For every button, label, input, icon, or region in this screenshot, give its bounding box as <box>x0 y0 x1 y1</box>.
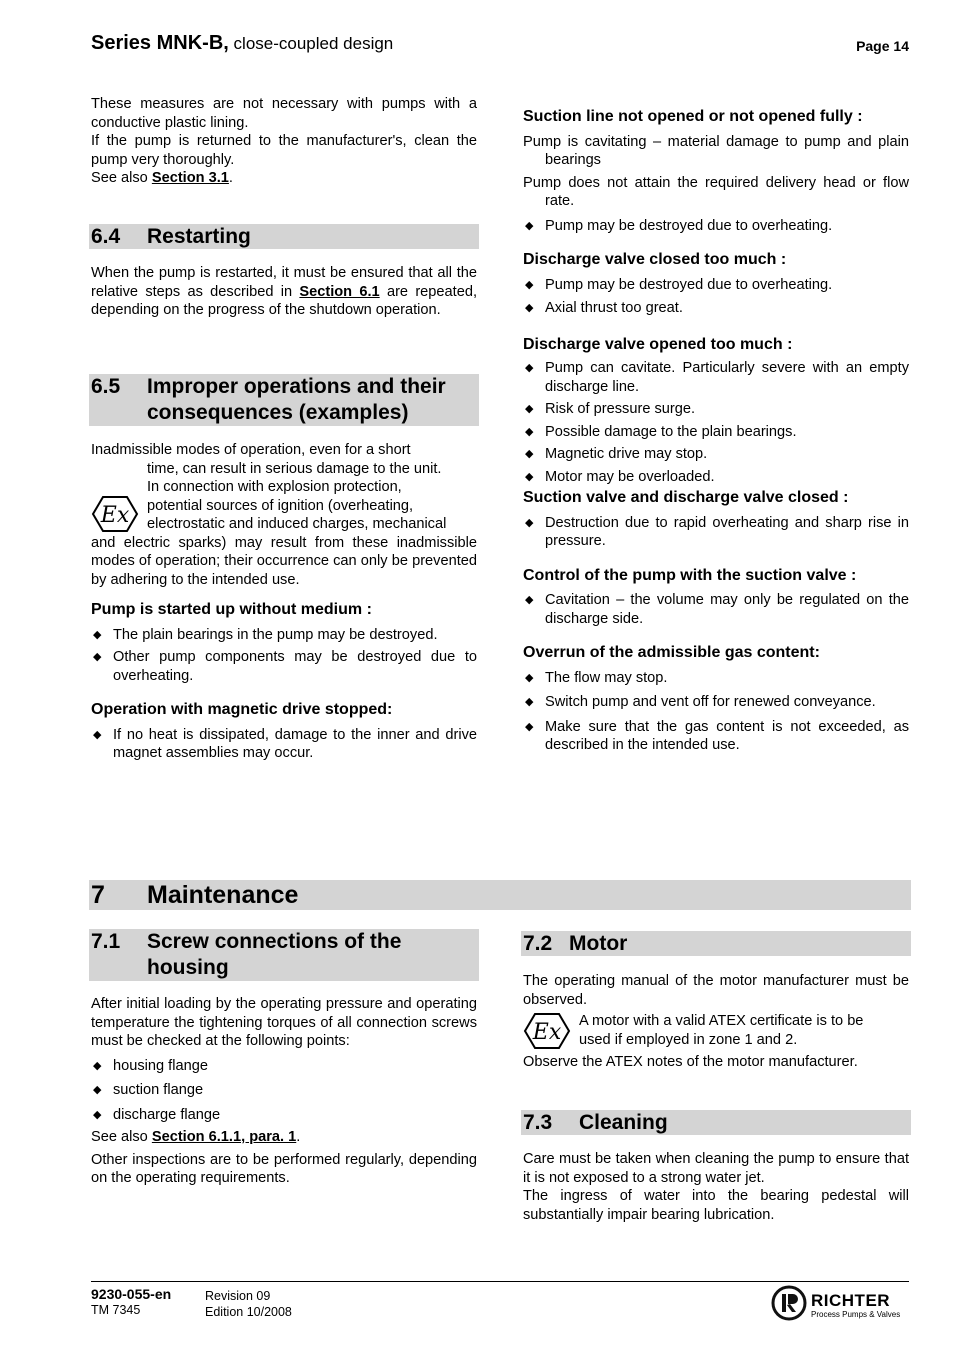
restarting-paragraph: When the pump is restarted, it must be ensured that all the relative steps as described in Section 6.1 are repeated, depending on the progress of the shutdown operation. <box>91 265 477 318</box>
diamond-bullet-icon: ◆ <box>525 671 534 684</box>
list-item: ◆ Other pump components may be destroyed due to overheating. <box>93 649 477 684</box>
diamond-bullet-icon: ◆ <box>93 1084 102 1096</box>
list-item: ◆ Cavitation – the volume may only be regulated on the discharge side. <box>525 592 909 627</box>
list-item: ◆ Possible damage to the plain bearings. <box>525 423 797 440</box>
svg-text:Ex: Ex <box>532 1020 562 1045</box>
diamond-bullet-icon: ◆ <box>525 278 534 291</box>
diamond-bullet-icon: ◆ <box>525 720 534 733</box>
ex-explosion-protection-icon <box>523 1012 571 1050</box>
subheading: Discharge valve opened too much : <box>523 335 793 353</box>
list-item: ◆ The flow may stop. <box>525 669 668 686</box>
chapter-7-heading: 7 Maintenance <box>89 880 911 910</box>
section-6-5-body: Inadmissible modes of operation, even for a short Ex time, can result in serious damage to the unit. In connection with explosion protection, potential sources of ignition (overheating, electrostatic and induced charges, mechanical and electric sparks) may result from these inadmissible modes of operation; their occurrence can only be prevented by adhering to the intended use. Pump is started up without medium : ◆ The plain bearings in the pump may be destroyed. ◆ Other pump components may be destroyed due to overheating. Operation with magnetic drive stopped: ◆ If no heat is dissipated, damage to the inner and drive magnet assemblies may occur. <box>91 442 477 761</box>
list-item: ◆ Risk of pressure surge. <box>525 401 696 417</box>
subheading: Discharge valve closed too much : <box>523 251 787 268</box>
series-name: Series MNK-B, <box>91 32 229 54</box>
section-link[interactable]: Section 6.1 <box>299 283 380 300</box>
diamond-bullet-icon: ◆ <box>93 628 102 641</box>
list-item: ◆ housing flange <box>93 1057 208 1074</box>
section-7-1-heading: 7.1 Screw connections of the housing <box>89 929 479 981</box>
diamond-bullet-icon: ◆ <box>93 651 102 663</box>
list-item: ◆ The plain bearings in the pump may be destroyed. <box>93 626 438 643</box>
subheading: Overrun of the admissible gas content: <box>523 644 820 661</box>
list-item: ◆ Switch pump and vent off for renewed conveyance. <box>525 694 876 710</box>
ex-explosion-protection-icon <box>91 495 139 533</box>
diamond-bullet-icon: ◆ <box>525 403 534 415</box>
list-item: ◆ discharge flange <box>93 1106 221 1123</box>
intro-paragraph-1: These measures are not necessary with pumps with a conductive plastic lining. <box>91 96 477 131</box>
see-also-line: See also Section 6.1.1, para. 1. <box>91 1129 301 1145</box>
footer-divider <box>91 1281 909 1282</box>
section-link[interactable]: Section 6.1.1, para. 1 <box>151 1129 297 1145</box>
logo-subtext: Process Pumps & Valves <box>811 1310 901 1319</box>
section-7-3-body: Care must be taken when cleaning the pump to ensure that it is not exposed to a strong water jet. The ingress of water into the bearing pedestal will substantially impair bearing lubrication. <box>523 1151 909 1223</box>
footer-revision-info: Revision 09 Edition 10/2008 <box>205 1289 292 1319</box>
section-6-4-body <box>91 264 477 320</box>
list-item: ◆ Magnetic drive may stop. <box>525 446 708 462</box>
diamond-bullet-icon: ◆ <box>525 696 534 708</box>
list-item: ◆ Pump may be destroyed due to overheating. <box>525 276 833 293</box>
section-7-2-body: The operating manual of the motor manufacturer must be observed. Ex A motor with a valid ATEX certificate is to be used if employed in zone 1 and 2. Observe the ATEX notes of the motor manufacturer. <box>523 973 909 1070</box>
diamond-bullet-icon: ◆ <box>525 362 534 374</box>
see-also-line: See also Section 3.1. <box>91 170 233 186</box>
section-link[interactable]: Section 3.1 <box>151 170 229 186</box>
section-6-5-heading: 6.5 Improper operations and their consequences (examples) <box>89 374 479 426</box>
list-item: ◆ Motor may be overloaded. <box>525 468 715 485</box>
section-6-4-heading: 6.4 Restarting <box>89 224 479 249</box>
intro-paragraph-2: If the pump is returned to the manufacturer's, clean the pump very thoroughly. <box>91 133 477 168</box>
right-column-consequences: Suction line not opened or not opened fully : Pump is cavitating – material damage to pump and plain bearings Pump does not attain the required delivery head or flow rate. ◆ Pump may be destroyed due to overheating. Discharge valve closed too much : ◆ Pump may be destroyed due to overheating. ◆ Axial thrust too great. Discharge valve opened too much : ◆ Pump can cavitate. Particularly severe with an empty discharge line. ◆ Risk of pressure surge. ◆ Possible damage to the plain bearings. ◆ Magnetic drive may stop. ◆ Motor may be overloaded. Suction valve and discharge valve closed : ◆ Destruction due to rapid overheating and sharp rise in pressure. Control of the pump with the suction valve : ◆ Cavitation – the volume may only be regulated on the discharge side. Overrun of the admissible gas content: ◆ The flow may stop. ◆ Switch pump and vent off for renewed conveyance. ◆ Make sure that the gas content is not exceeded, as described in the intended use. <box>523 108 909 753</box>
page-number: Page 14 <box>856 38 909 54</box>
diamond-bullet-icon: ◆ <box>525 448 534 460</box>
footer-doc-info: 9230-055-en TM 7345 <box>91 1286 172 1317</box>
diamond-bullet-icon: ◆ <box>525 516 534 529</box>
richter-logo <box>771 1285 911 1321</box>
section-7-1-body: After initial loading by the operating pressure and operating temperature the tightening torques of all connection screws must be checked at the following points: ◆ housing flange ◆ suction flange ◆ discharge flange See also Section 6.1.1, para. 1. Other inspections are to be performed regularly, depending on the operating requirements. <box>91 996 477 1186</box>
diamond-bullet-icon: ◆ <box>93 1108 102 1121</box>
diamond-bullet-icon: ◆ <box>525 302 534 314</box>
diamond-bullet-icon: ◆ <box>525 470 534 483</box>
svg-text:Ex: Ex <box>100 502 130 528</box>
list-item: ◆ Pump may be destroyed due to overheating. <box>525 217 833 234</box>
list-item: ◆ Destruction due to rapid overheating and sharp rise in pressure. <box>525 514 909 549</box>
section-7-3-heading: 7.3 Cleaning <box>521 1110 911 1135</box>
diamond-bullet-icon: ◆ <box>525 594 534 606</box>
list-item: ◆ suction flange <box>93 1082 204 1098</box>
richter-logo-icon <box>771 1285 807 1321</box>
subheading: Pump is started up without medium : <box>91 601 372 618</box>
section-7-2-heading: 7.2 Motor <box>521 931 911 956</box>
diamond-bullet-icon: ◆ <box>525 425 534 438</box>
series-subtitle: close-coupled design <box>228 34 394 53</box>
list-item: ◆ Axial thrust too great. <box>525 300 683 316</box>
logo-text: RICHTER <box>811 1291 891 1310</box>
subheading: Suction line not opened or not opened fully : <box>523 108 863 125</box>
subheading: Suction valve and discharge valve closed : <box>523 489 849 506</box>
list-item: ◆ Make sure that the gas content is not exceeded, as described in the intended use. <box>525 718 909 753</box>
diamond-bullet-icon: ◆ <box>93 728 102 741</box>
subheading: Control of the pump with the suction valve : <box>523 566 857 584</box>
left-intro <box>91 95 477 188</box>
diamond-bullet-icon: ◆ <box>93 1059 102 1072</box>
header-title <box>91 32 393 55</box>
subheading: Operation with magnetic drive stopped: <box>91 701 393 718</box>
diamond-bullet-icon: ◆ <box>525 219 534 232</box>
list-item: ◆ Pump can cavitate. Particularly severe with an empty discharge line. <box>525 360 909 395</box>
list-item: ◆ If no heat is dissipated, damage to the inner and drive magnet assemblies may occur. <box>93 726 477 761</box>
